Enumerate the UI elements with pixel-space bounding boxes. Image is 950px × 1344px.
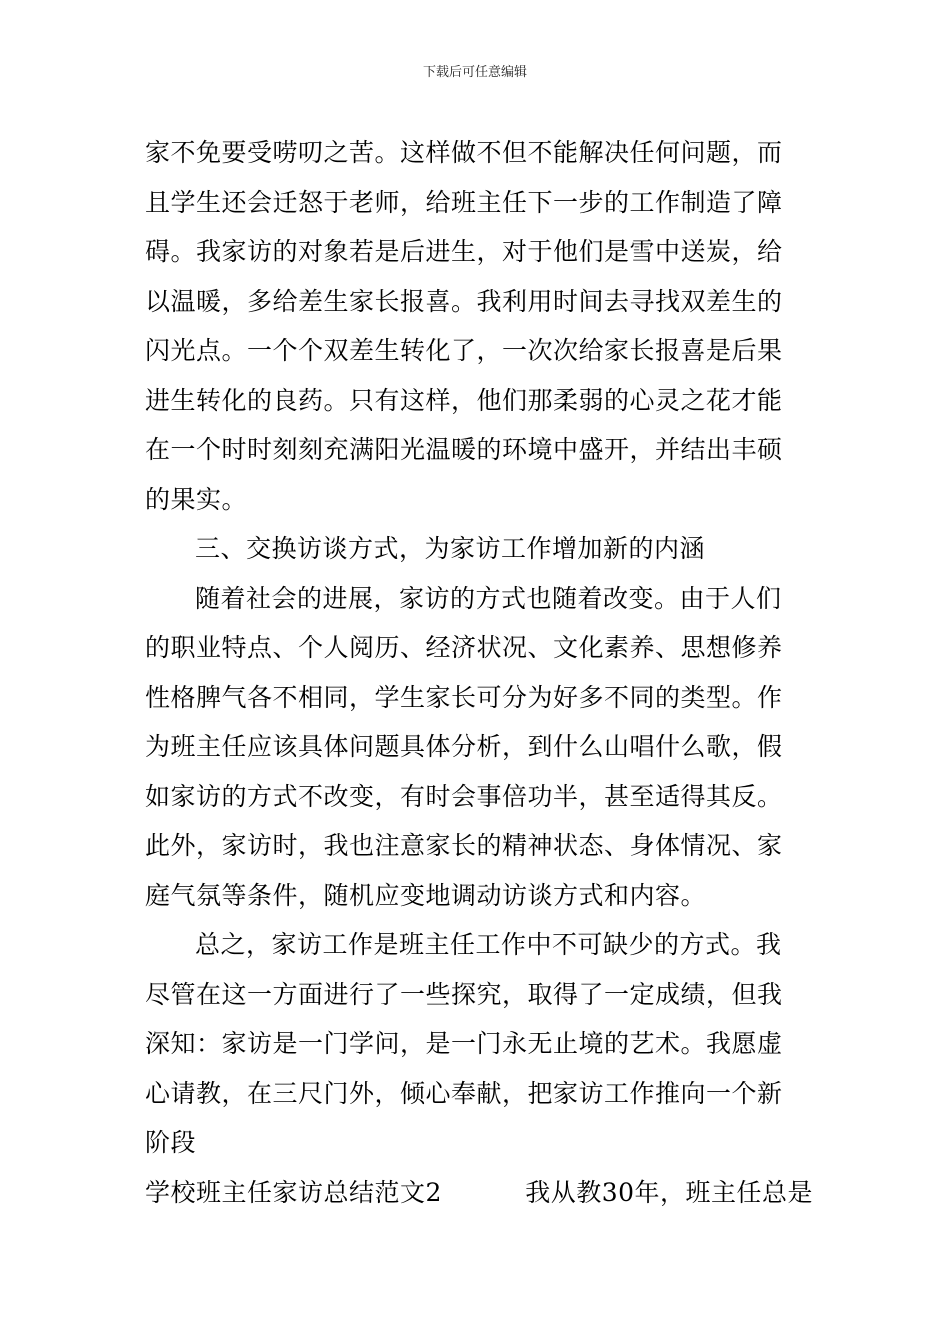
text-line: 尽管在这一方面进行了一些探究，取得了一定成绩，但我 xyxy=(145,979,783,1009)
document-body xyxy=(145,128,813,1217)
text-line: 以温暖，多给差生家长报喜。我利用时间去寻找双差生的 xyxy=(145,286,783,316)
text-line: 的职业特点、个人阅历、经济状况、文化素养、思想修养 xyxy=(145,633,783,662)
text-line: 庭气氛等条件，随机应变地调动访谈方式和内容。 xyxy=(145,880,707,910)
text-line: 如家访的方式不改变，有时会事倍功半，甚至适得其反。 xyxy=(145,781,783,811)
text-line: 闪光点。一个个双差生转化了，一次次给家长报喜是后果 xyxy=(145,336,783,365)
text-line: 进生转化的良药。只有这样，他们那柔弱的心灵之花才能 xyxy=(145,385,783,415)
page-header: 下载后可任意编辑 xyxy=(422,65,527,80)
text-line: 随着社会的进展，家访的方式也随着改变。由于人们 xyxy=(195,583,782,613)
next-section-row xyxy=(145,1168,813,1218)
next-section-title: 学校班主任家访总结范文2 xyxy=(145,1177,442,1207)
text-line: 家不免要受唠叨之苦。这样做不但不能解决任何问题，而 xyxy=(145,138,783,167)
text-line: 总之，家访工作是班主任工作中不可缺少的方式。我 xyxy=(195,930,782,959)
text-line: 的果实。 xyxy=(145,484,248,514)
text-line: 心请教，在三尺门外，倾心奉献，把家访工作推向一个新 xyxy=(145,1078,783,1108)
next-section-text: 我从教30年，班主任总是 xyxy=(525,1177,813,1207)
text-line: 碍。我家访的对象若是后进生，对于他们是雪中送炭，给 xyxy=(145,237,783,266)
text-line: 深知：家访是一门学问，是一门永无止境的艺术。我愿虚 xyxy=(145,1029,783,1058)
text-line: 在一个时时刻刻充满阳光温暖的环境中盛开，并结出丰硕 xyxy=(145,435,783,464)
text-line: 阶段 xyxy=(145,1128,197,1157)
text-line: 且学生还会迁怒于老师，给班主任下一步的工作制造了障 xyxy=(145,187,783,217)
text-line: 为班主任应该具体问题具体分析，到什么山唱什么歌，假 xyxy=(145,732,783,761)
section-heading: 三、交换访谈方式，为家访工作增加新的内涵 xyxy=(195,534,706,563)
text-line: 性格脾气各不相同，学生家长可分为好多不同的类型。作 xyxy=(145,682,783,712)
text-line: 此外，家访时，我也注意家长的精神状态、身体情况、家 xyxy=(145,831,783,860)
